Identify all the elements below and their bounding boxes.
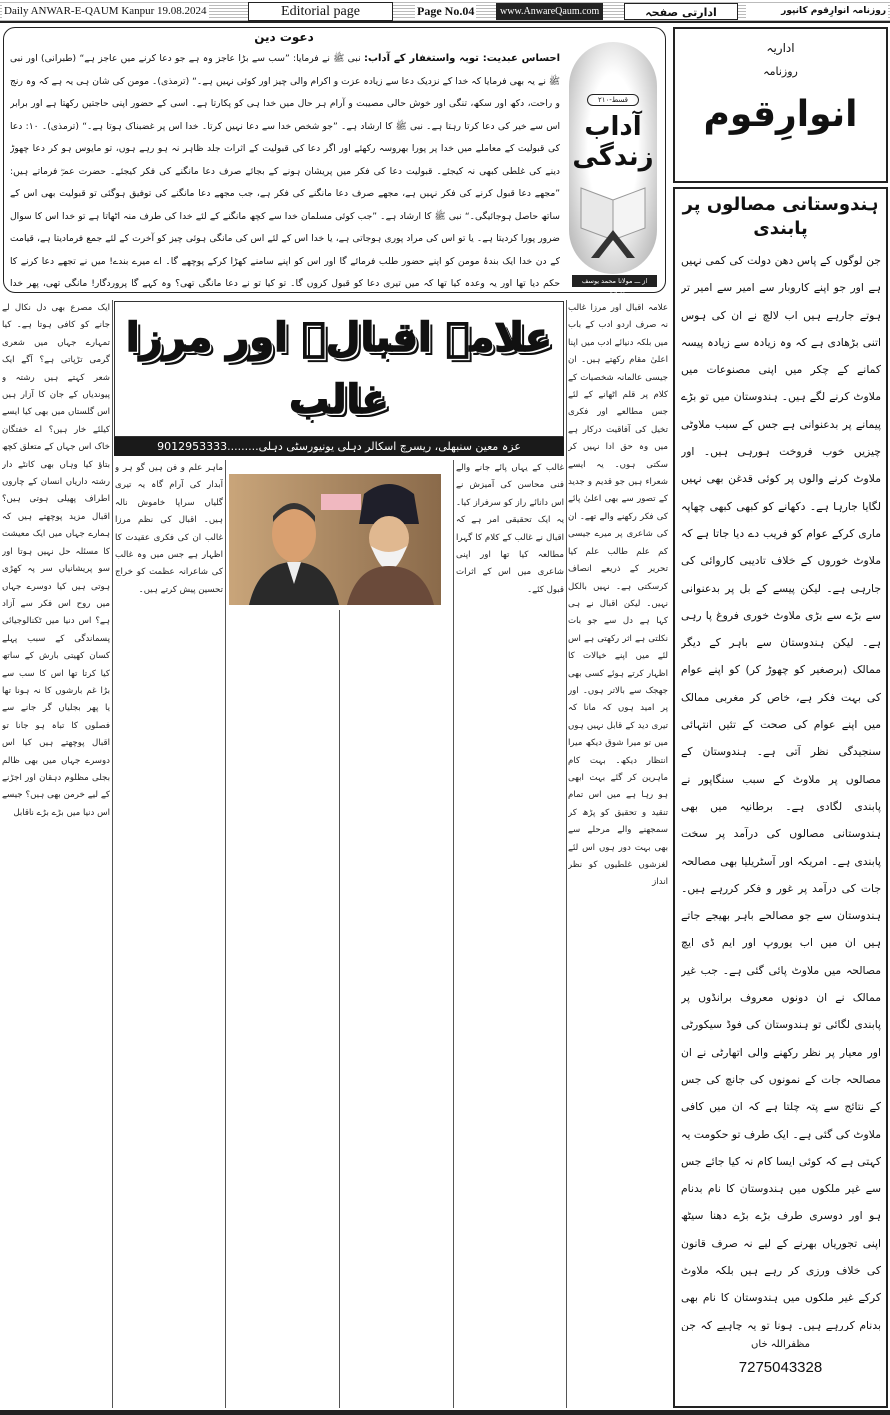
adab-title-1: آداب (584, 112, 642, 142)
feature-column-a: علامہ اقبال اور مرزا غالب نہ صرف اردو ادب کے باب میں بلکہ دنیائے ادب میں اپنا اعلیٰ مقام رکھتے ہیں۔ ان جیسی عالمانہ شخصیات کے کلام پر قلم اٹھانے کے لئے جس مطالعے اور فکری تخیل کی آفاقیت درکار ہے میں وہ حق ادا نہیں کر سکتی ہوں۔ یہ ایسے شعراء ہیں جو قدیم و جدید کے تصور سے بھی اعلیٰ پائے کی فکر رکھنے والے تھے۔ ان کی شاعری پر میرے جیسی کم علم طالب علم کیا تحریر کے ذریعے انصاف کرسکتی ہے۔ نہیں بالکل نہیں۔ لیکن اقبال نے ہی کہا ہے دل سے جو بات نکلتی ہے اثر رکھتی ہے اس لئے میں اپنے خیالات کا اظہار کرتے ہوئے کسی بھی جھجک سے بالاتر ہوں۔ اور پر امید ہوں کہ مانا کہ تیری دید کے قابل نہیں ہوں میں تو میرا شوق دیکھ میرا انتظار دیکھ۔ بہت کام ماہرین کر گئے بہت ابھی ہو رہا ہے میں اس تمام تنقید و تحقیق کو پڑھ کر سمجھنے والے مرحلے سے بھی بہت دور ہوں اس لئے لغزشوں غلطیوں کو نظر انداز (568, 303, 668, 888)
dawat-e-deen-box (3, 27, 666, 297)
editorial-body: جن لوگوں کے پاس دھن دولت کی کمی نہیں ہے اور جو اپنے کاروبار سے امیر سے امیر تر ہوتے جارہے ہیں اب لالچ نے ان کی ہوس اتنی بڑھادی ہے کہ وہ زیادہ سے زیادہ پیسہ کمانے کے چکر میں اپنی مصنوعات میں ملاوٹ کرنے لگے ہیں۔ ہندوستان میں تو بڑے پیمانے پر بدعنوانی ہے جس کے سبب ملاوٹی چیزیں خوب فروخت ہورہی ہیں۔ اور ملاوٹ کرنے والوں پر کوئی قدغن بھی نہیں لگایا جارہا ہے۔ دکھانے کو کبھی کبھی چھاپہ ماری کرکے عوام کو فریب دے دیا جاتا ہے کہ ملاوٹ خوروں کے خلاف تادیبی کاروائی کی جارہی ہے۔ لیکن پیسے کے بل پر بدعنوانی سے بڑے سے بڑی ملاوٹ خوری فروغ پا رہی ہے۔ لیکن ہندوستان سے باہر کے دیگر ممالک (برصغیر کو چھوڑ کر) کو اپنے عوام کی بہت فکر ہے، خاص کر مغربی ممالک میں اپنے عوام کی صحت کے تئیں انتہائی سنجیدگی نظر آتی ہے۔ ہندوستان کے مصالوں پر ملاوٹ کے سبب سنگاپور نے پابندی لگادی ہے۔ برطانیہ میں بھی ہندوستانی مصالوں کی درآمد پر سخت پابندی ہے۔ امریکہ اور آسٹریلیا بھی مصالحہ جات کی درآمد پر غور و فکر کررہے ہیں۔ ہندوستان سے جو مصالحے باہر بھیجے جاتے ہیں ان میں اب یوروپ اور ایم ڈی ایچ مصالحہ میں ملاوٹ پائی گئی ہے۔ جب غیر ممالک نے ان دونوں معروف برانڈوں پر پابندی لگائی تو ہندوستان کی فوڈ سیکورٹی اور معیار پر نظر رکھنے والی اتھارٹی نے ان مصالحہ جات کے نمونوں کی جانچ کی جس کے نتائج سے پتہ چلتا ہے کہ ان میں کافی ملاوٹ کی گئی ہے۔ ایک طرف تو حکومت یہ کہتی ہے کہ کوئی ایسا کام نہ کیا جائے جس سے غیر ملکوں میں ہندوستان کا نام بدنام ہو اور دوسری طرف بڑے بڑے دھنا سیٹھ اپنی تجوریاں بھرنے کے لیے نہ صرف قانون کی خلاف ورزی کر رہے ہیں بلکہ ملاوٹ کرکے غیر ملکوں میں ہندوستان کا نام بھی بدنام کررہے ہیں۔ ہونا تو یہ چاہیے کہ جن (681, 254, 881, 1331)
feature-byline: عزہ معین سنبھلی، ریسرچ اسکالر دہلی یونیورسٹی دہلی.........9012953333 (114, 437, 564, 456)
section-label-ur: ادارتی صفحہ (624, 3, 738, 20)
editorial-author-phone: 7275043328 (738, 1359, 823, 1376)
iqbal-ghalib-portrait-image (229, 474, 441, 605)
editorial-masthead (673, 27, 888, 183)
dawat-lead: احساس عبدیت: توبہ واستغفار کے آداب: (363, 53, 560, 64)
feature-column-1: ماہر علم و فن ہیں گو ہر و آبدار کی آرام گاہ یہ تیری گلیاں سراپا خاموش نالہ ہیں۔ اقبال کی نظم مرزا غالب ان کی فکری عقیدت کا اظہار ہے جس میں وہ غالب کی شاعرانہ عظمت کو خراج تحسین پیش کرتے ہیں۔ (115, 463, 223, 595)
column-divider (453, 460, 454, 1408)
page-number: Page No.04 (417, 4, 475, 18)
website-link[interactable]: www.AnwareQaum.com (496, 3, 603, 20)
feature-column-4: غالب کے یہاں پائے جانے والے فنی محاسن کی آمیزش نے اس دانائے راز کو سرفراز کیا۔ یہ ایک تحقیقی امر ہے کہ اقبال نے غالب کے کلام کا گہرا مطالعہ کیا تھا اور اپنی شاعری میں اس کے اثرات قبول کئے۔ (456, 463, 564, 595)
quran-book-icon (577, 180, 649, 260)
adab-zindagi-graphic (569, 42, 657, 274)
installment-badge: قسط-۲۱۰ (587, 94, 639, 106)
adab-author: از ـــ مولانا محمد یوسف اصلاحی (572, 275, 657, 287)
editorial-author: مظفراللہ خاں (751, 1339, 810, 1350)
dawat-body (10, 48, 560, 290)
masthead-roznama: روزنامہ (763, 65, 798, 78)
adab-title-2: زندگی (572, 142, 654, 172)
dawat-title: دعوت دین (254, 30, 314, 44)
feature-headline: علامہ اقبالؒ اور مرزا غالب (125, 315, 553, 423)
page-header-bar (0, 0, 890, 23)
editorial-headline: ہندوستانی مصالوں پر پابندی (682, 194, 879, 239)
column-divider (339, 610, 340, 1408)
editorial-article (673, 187, 888, 1408)
masthead-paper-name: انوارِقوم (703, 94, 858, 135)
column-divider (112, 300, 113, 1408)
column-divider (566, 300, 567, 1408)
section-label-en: Editorial page (248, 2, 393, 21)
paper-dateline: Daily ANWAR-E-QAUM Kanpur 19.08.2024 (2, 3, 209, 20)
feature-headline-box (114, 301, 564, 437)
dawat-text: نبی ﷺ نے فرمایا: ”سب سے بڑا عاجز وہ ہے جو دعا کرنے میں عاجز ہے“ (طبرانی) اور نبی ﷺ نے یہ بھی فرمایا کہ خدا کے نزدیک دعا سے زیادہ عزت و اکرام والی چیز اور کوئی نہیں ہے۔“ (ترمذی)۔ مومن کی شان ہی یہ ہے کہ وہ رنج و راحت، دکھ اور سکھ، تنگی اور خوش حالی مصیبت و آرام ہر حال میں خدا ہی کو پکارتا ہے۔ اسی کے حضور اپنی حاجتیں رکھتا ہے اور برابر اس سے خیر کی دعا کرتا رہتا ہے۔ نبی ﷺ کا ارشاد ہے۔ ”جو شخص خدا سے دعا نہیں کرتا۔ خدا اس پر غضبناک ہوتا ہے۔“ (ترمذی)۔ ۱۰: دعا کی قبولیت کے معاملے میں خدا پر پورا بھروسہ رکھئے اور اگر دعا کی قبولیت کے اثرات جلد ظاہر نہ ہو رہے ہوں، تو مایوس ہو کر دعا چھوڑ دینے کی غلطی کبھی نہ کیجئے۔ قبولیت دعا کی فکر میں پریشان ہونے کے بجائے صرف دعا مانگنے کی فکر کیجئے۔ حضرت عمرؓ فرماتے ہیں: ”مجھے دعا قبول کرنے کی فکر نہیں ہے، مجھے صرف دعا مانگنے کی فکر ہے، جب مجھے دعا مانگنے کی توفیق ہوگئی تو قبولیت بھی اس کے ساتھ حاصل ہوجائیگی۔“ نبی ﷺ کا ارشاد ہے۔ ”جب کوئی مسلمان خدا سے کچھ مانگنے کے لئے خدا کی طرف منہ اٹھاتا ہے تو خدا اس کا سوال ضرور پورا کردیتا ہے۔ یا تو اس کی مراد پوری ہوجاتی ہے، یا خدا اس کے لئے اس کی مانگی ہوئی چیز کو آخرت کے لئے جمع فرمادیتا ہے، قیامت کے دن خدا ایک بندۂ مومن کو اپنے حضور طلب فرمائے گا اور اس کو اپنے سامنے کھڑا کرکے پوچھے گا۔ اے میرے بندے! میں نے تجھے دعا کرنے کا حکم دیا تھا اور یہ وعدہ کیا تھا کہ میں تیری دعا کو قبول کروں گا۔ تو کیا تو نے دعا مانگی تھی؟ وہ کہے گا پروردگار! مانگی تھی، پھر خدا (10, 53, 560, 289)
page-bottom-rule (0, 1410, 890, 1415)
feature-column-left: ایک مصرع بھی دل نکال لے جانے کو کافی ہوتا ہے۔ کیا تمہارے جہاں میں شعری گرمی تڑپاتی ہے؟ آگے ایک شعر کہتے ہیں رشتہ و پیوندیاں کے جان کا آزار ہیں اس گلستاں میں بھی کیا ایسے کیلئے خار ہیں؟ اے خفتگان خاک اس جہاں کے متعلق کچھ بتاؤ کیا وہاں بھی کانٹے دار رشتہ داریاں انسان کے چاروں اطراف پھیلی ہوتی ہیں؟ اقبال مزید پوچھتے ہیں کہ ہمارے جہاں میں ایک معیشت کا مسئلہ حل نہیں ہوتا اور سو پریشانیاں سر پہ کھڑی ہوتی ہیں کیا دوسرے جہاں میں روح اس فکر سے آزاد ہے؟ اس دنیا میں ٹکنالوجیائی پسماندگی کے سبب پہلے کسان کھیتی بارش کے ساتھ کیا کرتا تھا اس کا سب سے بڑا غم بارشوں کا نہ ہونا تھا یا پھر بجلیاں گر جانے سے فصلوں کا تباہ ہو جانا تو اقبال پوچھتے ہیں کیا اس دوسرے جہاں میں بھی ظالم بجلی مظلوم دہقان اور اجڑنے کے لیے خرمن بھی ہیں؟ جیسے اس دنیا میں بڑے بڑے ناقابل (2, 303, 110, 818)
masthead-idaria: اداریہ (766, 41, 795, 55)
column-divider (225, 460, 226, 1408)
paper-name-ur: روزنامہ انوارِقوم کانپور (746, 3, 888, 20)
